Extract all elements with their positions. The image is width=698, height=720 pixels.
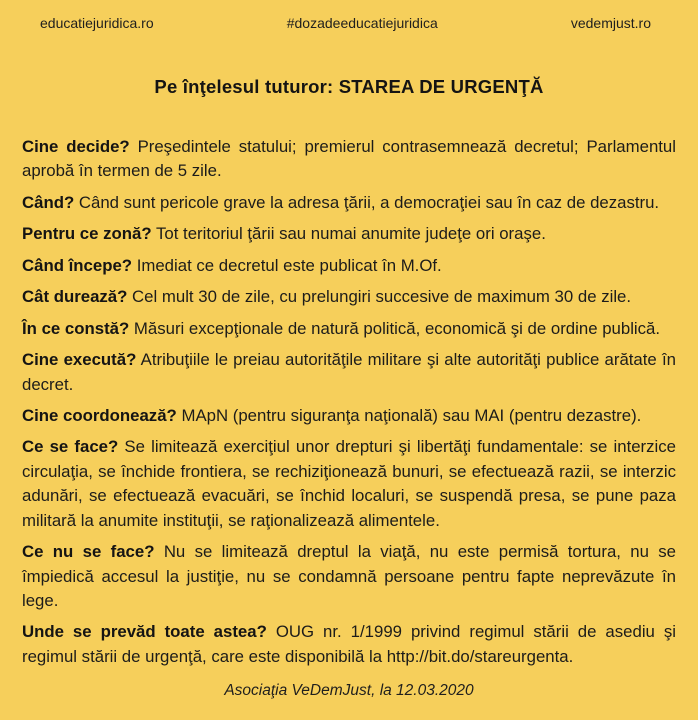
answer-text: MApN (pentru siguranţa naţională) sau MAI (pentru dezastre).: [181, 405, 642, 425]
question-label: Ce se face?: [22, 437, 119, 457]
answer-text: Tot teritoriul ţării sau numai anumite judeţe ori oraşe.: [155, 224, 546, 244]
qa-paragraph-cine-coordoneaza: [22, 404, 676, 428]
question-label: Cât durează?: [22, 287, 128, 307]
question-label: În ce constă?: [22, 318, 130, 338]
header-row: [0, 0, 698, 31]
site-link-educatiejuridica: educatiejuridica.ro: [40, 15, 154, 31]
answer-text: Măsuri excepţionale de natură politică, economică şi de ordine publică.: [133, 318, 661, 338]
qa-paragraph-unde-se-prevad: [22, 620, 676, 669]
qa-paragraph-cand: [22, 191, 676, 215]
qa-paragraph-in-ce-consta: [22, 317, 676, 341]
answer-text: Cel mult 30 de zile, cu prelungiri succesive de maximum 30 de zile.: [132, 287, 632, 307]
qa-paragraph-cine-executa: [22, 348, 676, 397]
page-title: Pe înţelesul tuturor: STAREA DE URGENŢĂ: [154, 76, 544, 97]
question-label: Ce nu se face?: [22, 542, 155, 562]
qa-paragraph-pentru-ce-zona: [22, 222, 676, 246]
footer-attribution: Asociaţia VeDemJust, la 12.03.2020: [224, 682, 474, 700]
question-label: Cine execută?: [22, 350, 137, 370]
answer-text: Nu se limitează dreptul la viaţă, nu este permisă tortura, nu se împiedică accesul la justiţie, nu se condamnă persoane pentru fapte neprevăzute în lege.: [22, 542, 676, 610]
question-label: Unde se prevăd toate astea?: [22, 622, 267, 642]
answer-text: Preşedintele statului; premierul contrasemnează decretul; Parlamentul aprobă în termen de 5 zile.: [22, 137, 676, 181]
question-label: Pentru ce zonă?: [22, 224, 152, 244]
qa-paragraph-cand-incepe: [22, 254, 676, 278]
qa-content: [0, 98, 698, 669]
qa-paragraph-cat-dureaza: [22, 285, 676, 309]
hashtag-label: #dozadeeducatiejuridica: [286, 15, 438, 31]
answer-text: Când sunt pericole grave la adresa ţării, a democraţiei sau în caz de dezastru.: [78, 192, 660, 212]
answer-text: OUG nr. 1/1999 privind regimul stării de asediu şi regimul stării de urgenţă, care este disponibilă la http://bit.do/stareurgenta.: [22, 622, 676, 666]
answer-text: Atribuţiile le preiau autorităţile militare şi alte autorităţi publice arătate în decret.: [22, 350, 676, 394]
answer-text: Se limitează exerciţiul unor drepturi şi libertăţi fundamentale: se interzice circulaţia, se închide frontiera, se rechiziţionează bunuri, se efectuează razii, se interzic adunări, se efectuează evacuări, se închid localuri, se suspendă presa, se pune paza militară la anumite instituţii, se raţionalizează alimentele.: [22, 437, 676, 530]
qa-paragraph-cine-decide: [22, 135, 676, 184]
question-label: Cine coordonează?: [22, 405, 177, 425]
answer-text: Imediat ce decretul este publicat în M.Of.: [136, 255, 442, 275]
question-label: Cine decide?: [22, 137, 130, 156]
question-label: Când începe?: [22, 255, 133, 275]
qa-paragraph-ce-nu-se-face: [22, 540, 676, 613]
site-link-vedemjust: vedemjust.ro: [570, 15, 651, 31]
qa-paragraph-ce-se-face: [22, 435, 676, 533]
question-label: Când?: [22, 192, 75, 212]
